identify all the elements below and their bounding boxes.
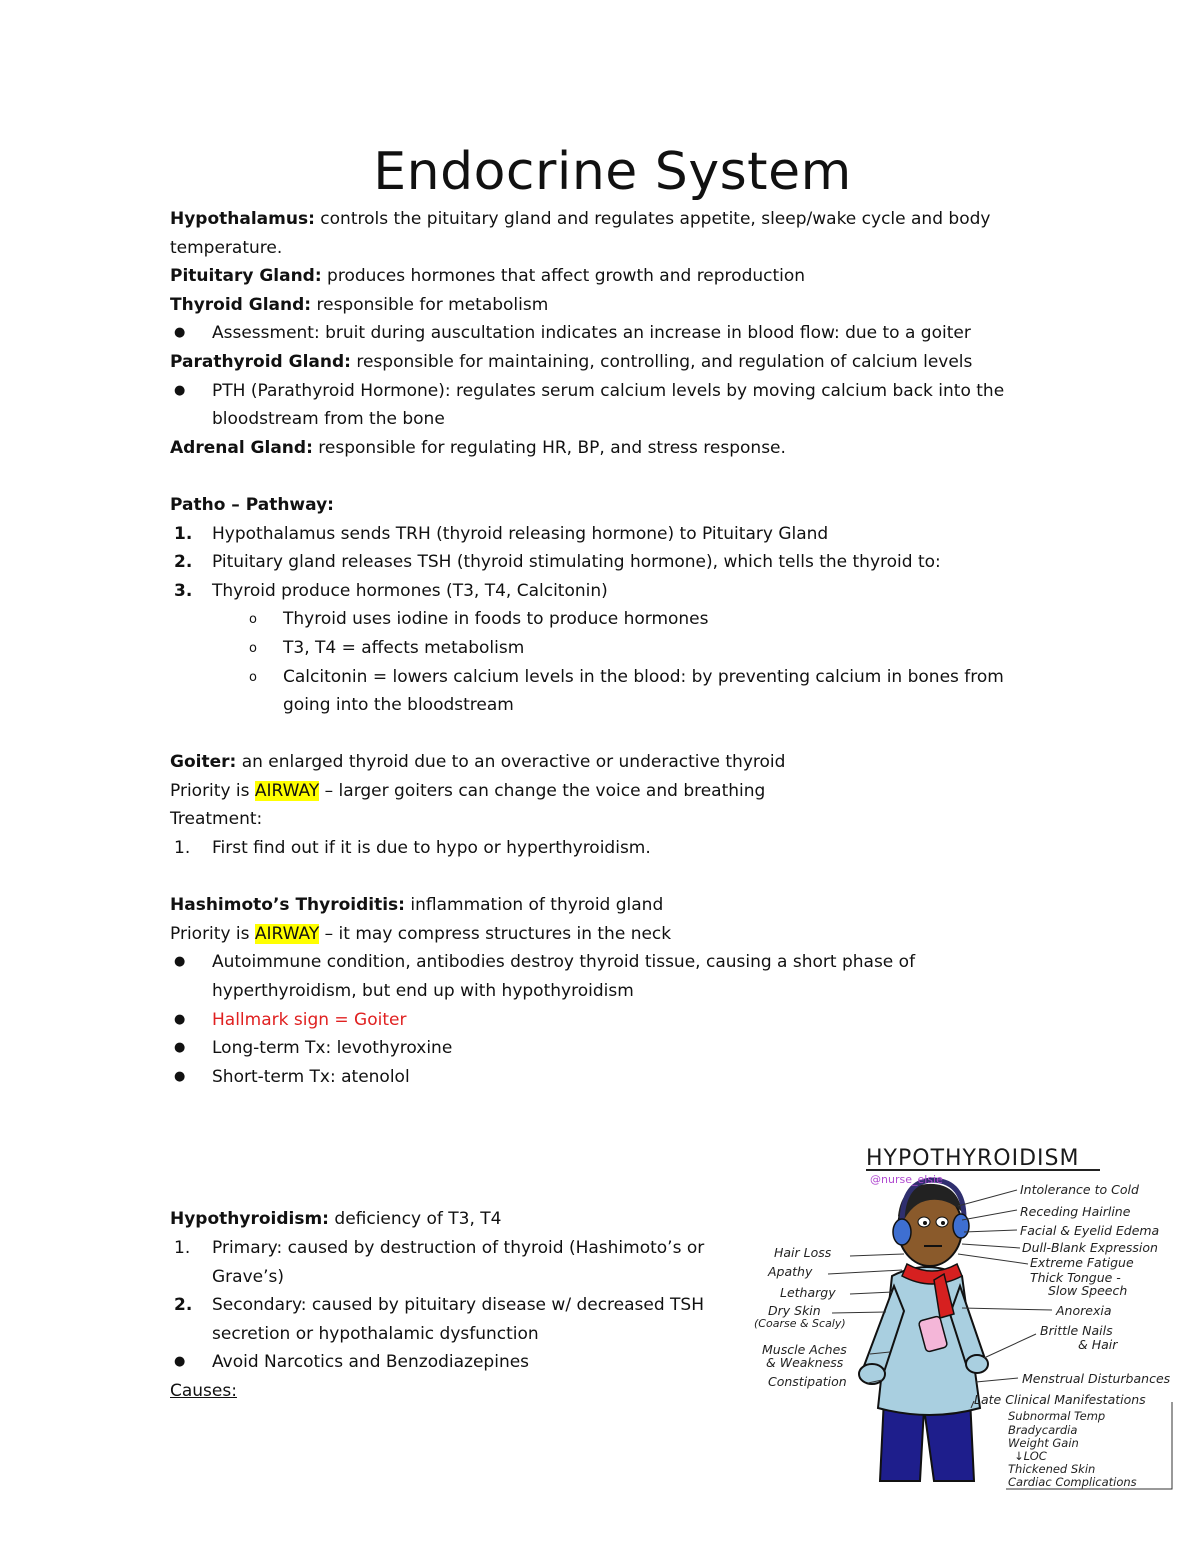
numbered-item: 2. Secondary: caused by pituitary disease w/ decreased TSH: [174, 1295, 705, 1316]
goiter-priority: Priority is AIRWAY – larger goiters can change the voice and breathing: [170, 780, 766, 801]
patho-heading: Patho – Pathway:: [170, 494, 334, 515]
label-and-hair: & Hair: [1078, 1337, 1118, 1352]
label-dull-expression: Dull-Blank Expression: [1022, 1240, 1158, 1255]
bullet-icon: ●: [174, 1040, 186, 1056]
list-item: ● Hallmark sign = Goiter: [170, 1006, 1050, 1035]
hashimoto-line: Hashimoto’s Thyroiditis: inflammation of thyroid gland: [170, 895, 664, 916]
circle-bullet-icon: o: [249, 612, 257, 628]
list-item-cont: bloodstream from the bone: [212, 409, 445, 430]
label-subnormal-temp: Subnormal Temp: [1008, 1409, 1106, 1423]
illustration-title: HYPOTHYROIDISM: [866, 1146, 1080, 1171]
numbered-item: 1. Primary: caused by destruction of thyroid (Hashimoto’s or: [174, 1238, 705, 1258]
illustration-handle: @nurse_elsie: [870, 1173, 943, 1186]
list-item: ● PTH (Parathyroid Hormone): regulates serum calcium levels by moving calcium back into the: [170, 377, 1050, 406]
label-bradycardia: Bradycardia: [1008, 1423, 1078, 1437]
hypothyroidism-illustration: [752, 1146, 1192, 1491]
numbered-item-cont: Grave’s): [212, 1266, 284, 1287]
label-anorexia: Anorexia: [1056, 1303, 1112, 1318]
bullet-icon: ●: [174, 1354, 186, 1370]
label-constipation: Constipation: [768, 1374, 847, 1389]
list-item-cont: hyperthyroidism, but end up with hypothyroidism: [212, 981, 634, 1002]
hashimoto-priority: Priority is AIRWAY – it may compress structures in the neck: [170, 923, 672, 944]
bullet-icon: ●: [174, 954, 186, 970]
list-item: ● Assessment: bruit during auscultation indicates an increase in blood flow: due to a goiter: [170, 319, 1050, 348]
label-brittle-nails: Brittle Nails: [1040, 1323, 1113, 1338]
sub-item: o T3, T4 = affects metabolism: [170, 634, 1050, 663]
adrenal-line: Adrenal Gland: responsible for regulating HR, BP, and stress response.: [170, 437, 786, 458]
label-extreme-fatigue: Extreme Fatigue: [1030, 1255, 1134, 1270]
label-loc: ↓LOC: [1014, 1449, 1047, 1463]
numbered-item: 1. Hypothalamus sends TRH (thyroid releasing hormone) to Pituitary Gland: [174, 523, 829, 544]
label-thick-tongue: Thick Tongue -: [1030, 1270, 1121, 1285]
circle-bullet-icon: o: [249, 669, 257, 685]
sub-item-cont: going into the bloodstream: [283, 695, 514, 716]
hypothyroidism-line: Hypothyroidism: deficiency of T3, T4: [170, 1209, 502, 1230]
goiter-line: Goiter: an enlarged thyroid due to an overactive or underactive thyroid: [170, 752, 786, 773]
sub-item: o Thyroid uses iodine in foods to produce hormones: [170, 605, 1050, 634]
pituitary-line: Pituitary Gland: produces hormones that affect growth and reproduction: [170, 266, 806, 287]
causes-heading: Causes:: [170, 1380, 237, 1401]
page-title: Endocrine System: [373, 142, 852, 202]
list-item: ● Avoid Narcotics and Benzodiazepines: [170, 1348, 730, 1377]
label-weight-gain: Weight Gain: [1008, 1436, 1079, 1450]
bullet-icon: ●: [174, 1011, 186, 1027]
label-dry-skin-detail: (Coarse & Scaly): [754, 1317, 846, 1330]
bullet-icon: ●: [174, 325, 186, 341]
circle-bullet-icon: o: [249, 640, 257, 656]
label-slow-speech: Slow Speech: [1048, 1283, 1128, 1298]
numbered-item: 1. First find out if it is due to hypo or hyperthyroidism.: [174, 838, 651, 859]
parathyroid-line: Parathyroid Gland: responsible for maintaining, controlling, and regulation of calcium levels: [170, 351, 973, 372]
label-receding-hairline: Receding Hairline: [1020, 1204, 1131, 1219]
thyroid-line: Thyroid Gland: responsible for metabolism: [170, 294, 549, 315]
label-late-manifestations: Late Clinical Manifestations: [974, 1392, 1146, 1407]
label-apathy: Apathy: [768, 1264, 813, 1279]
label-menstrual: Menstrual Disturbances: [1022, 1371, 1171, 1386]
sub-item: o Calcitonin = lowers calcium levels in the blood: by preventing calcium in bones from: [170, 663, 1050, 692]
numbered-item: 3. Thyroid produce hormones (T3, T4, Calcitonin): [174, 580, 608, 601]
label-lethargy: Lethargy: [780, 1285, 836, 1300]
numbered-item-cont: secretion or hypothalamic dysfunction: [212, 1323, 539, 1344]
label-thickened-skin: Thickened Skin: [1008, 1462, 1096, 1476]
bullet-icon: ●: [174, 382, 186, 398]
treatment-label: Treatment:: [170, 809, 263, 830]
label-facial-edema: Facial & Eyelid Edema: [1020, 1223, 1160, 1238]
label-muscle-aches: Muscle Aches: [762, 1342, 847, 1357]
label-weakness: & Weakness: [766, 1355, 844, 1370]
label-cardiac: Cardiac Complications: [1008, 1475, 1137, 1489]
numbered-item: 2. Pituitary gland releases TSH (thyroid stimulating hormone), which tells the thyroid to:: [174, 552, 941, 573]
list-item: ● Autoimmune condition, antibodies destroy thyroid tissue, causing a short phase of: [170, 948, 1050, 977]
hypothalamus-line-2: temperature.: [170, 237, 283, 258]
bullet-icon: ●: [174, 1068, 186, 1084]
list-item: ● Long-term Tx: levothyroxine: [170, 1034, 1050, 1063]
label-intolerance-cold: Intolerance to Cold: [1020, 1182, 1139, 1197]
label-hair-loss: Hair Loss: [774, 1245, 832, 1260]
hypothalamus-line: Hypothalamus: controls the pituitary gland and regulates appetite, sleep/wake cycle and body: [170, 209, 991, 229]
list-item: ● Short-term Tx: atenolol: [170, 1063, 1050, 1092]
label-dry-skin: Dry Skin: [768, 1303, 821, 1318]
